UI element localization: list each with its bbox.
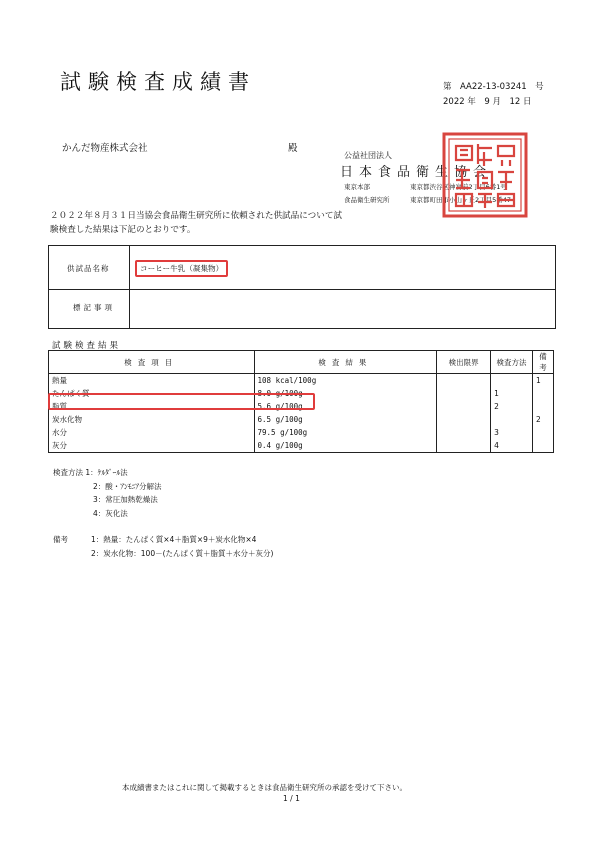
document-number: 第 AA22-13-03241 号: [443, 82, 544, 92]
document-title: 試験検査成績書: [60, 70, 256, 94]
header-item: 検査項目: [49, 351, 255, 374]
methods-list: [53, 466, 162, 520]
remark-item: 2：炭水化物：100－(たんぱく質＋脂質＋水分＋灰分): [91, 548, 274, 558]
row-method: 3: [491, 426, 533, 439]
method-item: 1：ｹﾙﾀﾞｰﾙ法: [85, 468, 128, 477]
row-limit: [437, 387, 491, 400]
row-result: 0.4 g/100g: [254, 439, 437, 453]
row-result: 79.5 g/100g: [254, 426, 437, 439]
row-method: 4: [491, 439, 533, 453]
method-item: 2：酸・ｱﾝﾓﾆｱ分解法: [93, 481, 162, 491]
page-number: 1 / 1: [283, 794, 300, 803]
row-method: [491, 413, 533, 426]
sample-name-label: 供試品名称: [67, 264, 110, 273]
issuer-org-type: 公益社団法人: [344, 151, 392, 160]
lab-label: 食品衛生研究所: [344, 196, 390, 204]
document-date: 2022 年 9 月 12 日: [443, 97, 532, 107]
row-remark: [532, 439, 553, 453]
header-limit: 検出限界: [437, 351, 491, 374]
row-result: 8.0 g/100g: [254, 387, 437, 400]
row-remark: 2: [532, 413, 553, 426]
header-result: 検査結果: [254, 351, 437, 374]
sample-info-box: [48, 245, 556, 329]
header-remark: 備考: [532, 351, 553, 374]
row-remark: 1: [532, 374, 553, 388]
remarks-label: 備考: [53, 535, 68, 544]
row-remark: [532, 387, 553, 400]
sample-notes-label: 標記事項: [73, 303, 115, 312]
intro-text: ２０２２年８月３１日当協会食品衛生研究所に依頼された供試品について試験検査した結果は下記のとおりです。: [50, 211, 343, 235]
footer-notice: 本成績書またはこれに関して掲載するときは食品衛生研究所の承認を受けて下さい。: [122, 783, 407, 792]
table-row: [49, 374, 554, 388]
sample-name-row: [49, 246, 555, 290]
row-item: 炭水化物: [49, 413, 255, 426]
row-method: 1: [491, 387, 533, 400]
header-method: 検査方法: [491, 351, 533, 374]
row-limit: [437, 413, 491, 426]
row-item: たんぱく質: [49, 387, 255, 400]
row-result: 6.5 g/100g: [254, 413, 437, 426]
row-method: 2: [491, 400, 533, 413]
row-remark: [532, 426, 553, 439]
lab-address: 東京都町田市小山ヶ丘2丁目5番47: [410, 196, 512, 204]
table-row: [49, 426, 554, 439]
row-item: 水分: [49, 426, 255, 439]
row-item: 熱量: [49, 374, 255, 388]
issuer-org-name: 日本食品衛生協会: [340, 165, 493, 180]
row-remark: [532, 400, 553, 413]
recipient-honorific: 殿: [288, 143, 298, 154]
row-result: 108 kcal/100g: [254, 374, 437, 388]
table-row: [49, 413, 554, 426]
method-item: 3：常圧加熱乾燥法: [93, 495, 158, 504]
row-limit: [437, 426, 491, 439]
official-seal: [442, 132, 528, 218]
remarks-list: [53, 533, 273, 560]
recipient-name: かんだ物産株式会社: [62, 143, 148, 154]
fat-row-highlight: [48, 393, 315, 410]
methods-label: 検査方法: [53, 468, 83, 477]
row-item: 灰分: [49, 439, 255, 453]
row-limit: [437, 400, 491, 413]
method-item: 4：灰化法: [93, 508, 128, 518]
results-section-title: 試験検査結果: [52, 341, 122, 351]
results-header-row: [49, 351, 554, 374]
row-item: 脂質: [49, 400, 255, 413]
remark-item: 1：熱量：たんぱく質×4＋脂質×9＋炭水化物×4: [91, 535, 257, 544]
row-limit: [437, 374, 491, 388]
sample-name: コーヒー牛乳（凝集物）: [135, 260, 228, 277]
hq-address: 東京都渋谷区神宮前2丁目6番1号: [410, 183, 507, 191]
table-row: [49, 439, 554, 453]
row-result: 5.6 g/100g: [254, 400, 437, 413]
row-method: [491, 374, 533, 388]
hq-label: 東京本部: [344, 183, 370, 191]
sample-divider: [129, 246, 130, 328]
row-limit: [437, 439, 491, 453]
